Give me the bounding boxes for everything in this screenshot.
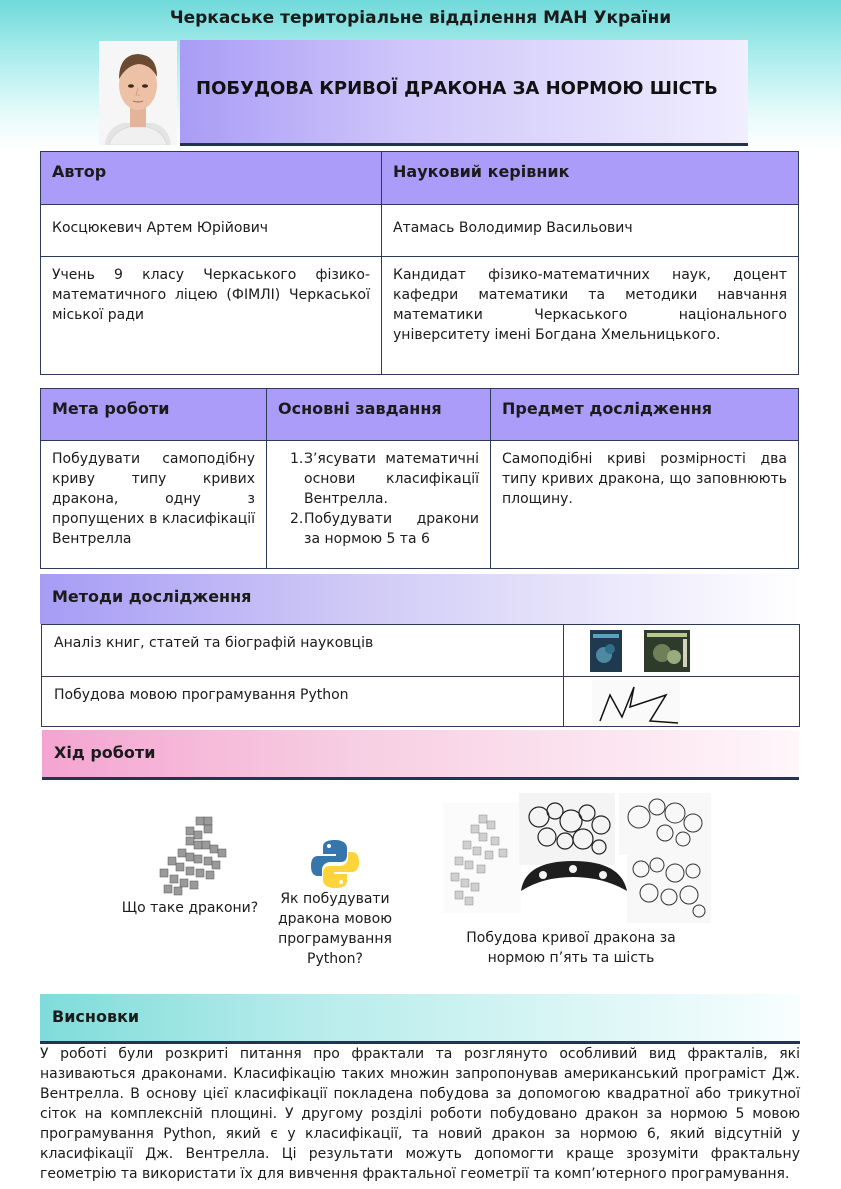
- method-row: [41, 624, 800, 677]
- author-label: Автор: [41, 152, 382, 205]
- conclusions-text: У роботі були розкриті питання про фрактали та розглянуто особливий вид фракталів, які називаються драконами. Класифікацію таких множин запропонував американський програміст Дж. Вентрелла. В основу цієї класифікації покладена побудова за допомогою квадратної або трикутної сіток на комплексній площині. У другому розділі роботи побудовано дракон за нормою 5 мовою програмування Python, який є у класифікації, та новий дракон за нормою 6, який відсутній у класифікації Дж. Вентрелла. Ці результати можуть допомогти краще зрозуміти фрактальну геометрію та використати їх для вивчення фрактальної геометрії та комп’ютерного програмування.: [40, 1046, 800, 1182]
- dragon-curve-icon: [156, 815, 230, 897]
- conclusions-heading: Висновки: [40, 994, 800, 1044]
- tasks-list: [267, 441, 491, 569]
- method-row: [41, 676, 800, 727]
- progress-heading: Хід роботи: [42, 730, 799, 780]
- task-item: [278, 449, 479, 509]
- poster-title: ПОБУДОВА КРИВОЇ ДРАКОНА ЗА НОРМОЮ ШІСТЬ: [196, 78, 718, 99]
- organization-name: Черкаське територіальне відділення МАН України: [169, 8, 672, 28]
- task-number: 2.: [290, 511, 304, 527]
- method-image-cell: [563, 677, 801, 726]
- progress-caption: Побудова кривої дракона за нормою п’ять та шість: [466, 930, 676, 966]
- subject-text: Самоподібні криві розмірності два типу кривих дракона, що заповнюють площину.: [491, 441, 799, 569]
- supervisor-info: Кандидат фізико-математичних наук, доцент кафедри математики та методики навчання математики Черкаського національного університету імені Богдана Хмельницького.: [382, 257, 799, 375]
- goal-label: Мета роботи: [41, 389, 267, 441]
- method-image-cell: [563, 625, 801, 676]
- task-text: Побудувати дракони за нормою 5 та 6: [304, 511, 479, 547]
- progress-caption: Що таке дракони?: [121, 900, 259, 916]
- author-info: Учень 9 класу Черкаського фізико-математичного ліцею (ФІМЛІ) Черкаської міської ради: [41, 257, 382, 375]
- progress-caption: Як побудувати дракона мовою програмування Python?: [277, 891, 393, 967]
- author-photo: [99, 41, 177, 145]
- python-logo-icon: [309, 838, 361, 890]
- fractal-collage-image: [443, 793, 711, 925]
- task-number: 1.: [290, 451, 304, 467]
- goals-table: [40, 388, 799, 569]
- method-text: Аналіз книг, статей та біографій науковців: [54, 635, 374, 651]
- task-text: З’ясувати математичні основи класифікації Вентрелла.: [304, 451, 479, 507]
- goal-text: Побудувати самоподібну криву типу кривих дракона, одну з пропущених в класифікації Вентрелла: [41, 441, 267, 569]
- subject-label: Предмет дослідження: [491, 389, 799, 441]
- supervisor-name: Атамась Володимир Васильович: [382, 205, 799, 257]
- book-covers-image: [564, 625, 802, 677]
- method-text: Побудова мовою програмування Python: [54, 687, 349, 703]
- python-drawing-image: [564, 677, 802, 727]
- task-item: [278, 509, 479, 549]
- supervisor-label: Науковий керівник: [382, 152, 799, 205]
- tasks-label: Основні завдання: [267, 389, 491, 441]
- people-table: [40, 151, 799, 375]
- methods-heading: Методи дослідження: [40, 574, 800, 624]
- author-name: Косцюкевич Артем Юрійович: [41, 205, 382, 257]
